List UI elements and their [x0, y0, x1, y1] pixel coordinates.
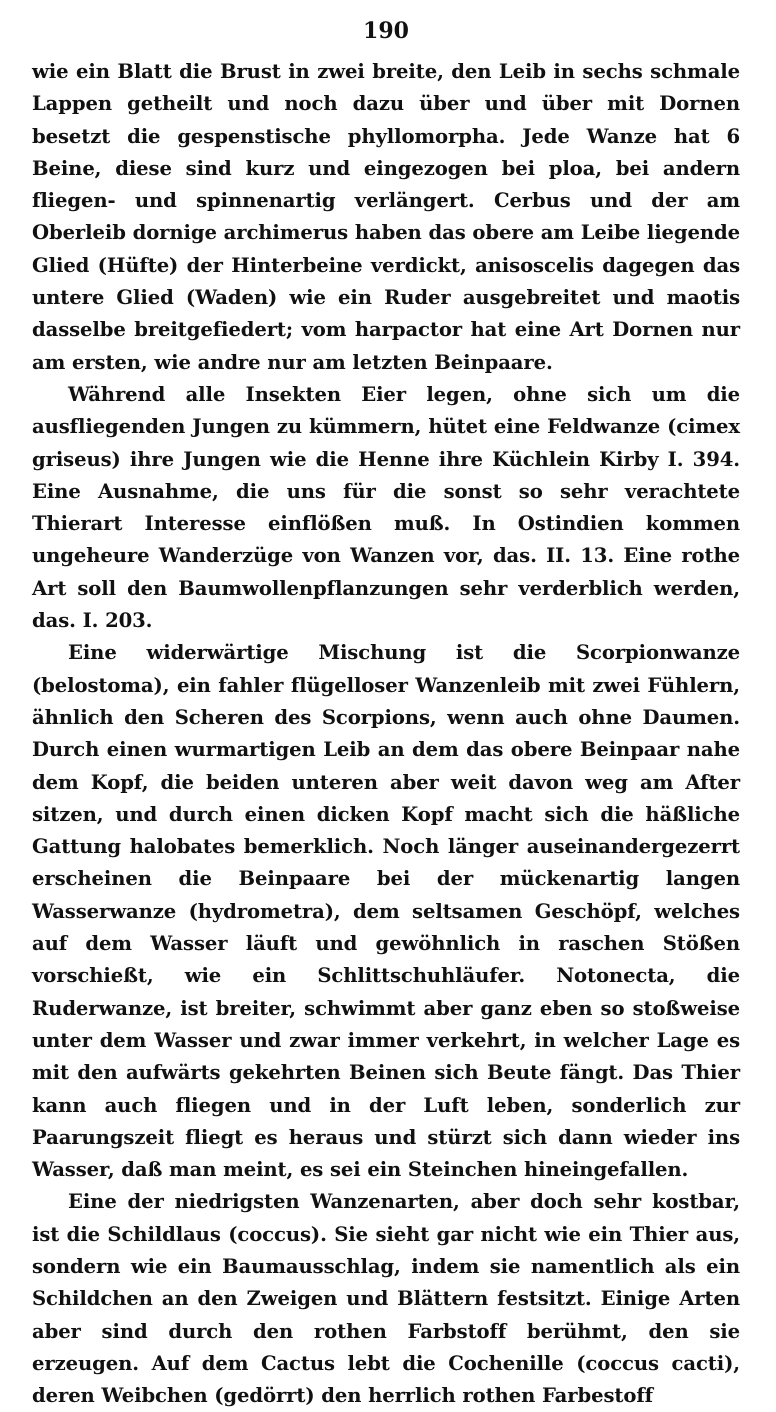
paragraph: Eine der niedrigsten Wanzenarten, aber doch sehr kostbar, ist die Schildlaus (coccus). Sie sieht gar nicht wie ein Thier aus, sondern wie ein Baumausschlag, indem sie namentlich als ein Schildchen an den Zweigen und Blättern festsitzt. Einige Arten aber sind durch den rothen Farbstoff berühmt, den sie erzeugen. Auf dem Cactus lebt die Cochenille (coccus cacti), deren Weibchen (gedörrt) den herrlich rothen Farbestoff: [32, 1190, 740, 1408]
page-number: 190: [363, 18, 409, 44]
paragraph: Eine widerwärtige Mischung ist die Scorpionwanze (belostoma), ein fahler flügelloser Wanzenleib mit zwei Fühlern, ähnlich den Scheren des Scorpions, wenn auch ohne Daumen. Durch einen wurmartigen Leib an dem das obere Beinpaar nahe dem Kopf, die beiden unteren aber weit davon weg am After sitzen, und durch einen dicken Kopf macht sich die häßliche Gattung halobates bemerklich. Noch länger auseinandergezerrt erscheinen die Beinpaare bei der mückenartig langen Wasserwanze (hydrometra), dem seltsamen Geschöpf, welches auf dem Wasser läuft und gewöhnlich in raschen Stößen vorschießt, wie ein Schlittschuhläufer. Notonecta, die Ruderwanze, ist breiter, schwimmt aber ganz eben so stoßweise unter dem Wasser und zwar immer verkehrt, in welcher Lage es mit den aufwärts gekehrten Beinen sich Beute fängt. Das Thier kann auch fliegen und in der Luft leben, sonderlich zur Paarungszeit fliegt es heraus und stürzt sich dann wieder ins Wasser, daß man meint, es sei ein Steinchen hineingefallen.: [32, 641, 740, 1182]
paragraph: Während alle Insekten Eier legen, ohne sich um die ausfliegenden Jungen zu kümmern, hütet eine Feldwanze (cimex griseus) ihre Jungen wie die Henne ihre Küchlein Kirby I. 394. Eine Ausnahme, die uns für die sonst so sehr verachtete Thierart Interesse einflößen muß. In Ostindien kommen ungeheure Wanderzüge von Wanzen vor, das. II. 13. Eine rothe Art soll den Baumwollenpflanzungen sehr verderblich werden, das. I. 203.: [32, 382, 740, 633]
paragraph: wie ein Blatt die Brust in zwei breite, den Leib in sechs schmale Lappen getheilt und noch dazu über und über mit Dornen besetzt die gespenstische phyllomorpha. Jede Wanze hat 6 Beine, diese sind kurz und eingezogen bei ploa, bei andern fliegen- und spinnenartig verlängert. Cerbus und der am Oberleib dornige archimerus haben das obere am Leibe liegende Glied (Hüfte) der Hinterbeine verdickt, anisoscelis dagegen das untere Glied (Waden) wie ein Ruder ausgebreitet und maotis dasselbe breitgefiedert; vom harpactor hat eine Art Dornen nur am ersten, wie andre nur am letzten Beinpaare.: [32, 60, 740, 374]
body-text: [32, 56, 740, 1412]
